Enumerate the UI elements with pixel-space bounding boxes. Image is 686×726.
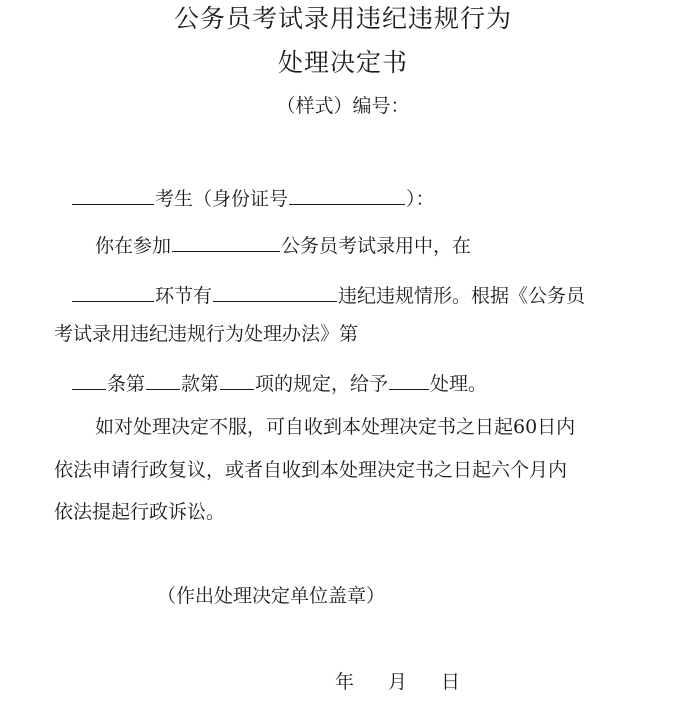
stage-blank: [72, 283, 154, 302]
id-number-blank: [289, 186, 405, 205]
paragraph1-line-2: [71, 283, 585, 306]
seal-note: （作出处理决定单位盖章）: [157, 585, 386, 607]
paragraph1-line-3: 考试录用违纪违规行为处理办法》第: [54, 323, 359, 345]
article-blank: [72, 371, 106, 390]
penalty-blank: [389, 371, 429, 390]
p1-text-2a: 环节有: [155, 285, 213, 307]
date-month-label: 月: [388, 671, 408, 693]
paragraph1-line-4: [71, 371, 487, 394]
p1-text-4a: 条第: [107, 373, 146, 395]
p1-text-4b: 款第: [181, 373, 220, 395]
item-blank: [220, 371, 254, 390]
document-title-line-1: 公务员考试录用违纪违规行为: [173, 4, 512, 33]
clause-blank: [146, 371, 180, 390]
salutation-text-1: 考生（身份证号: [155, 188, 289, 210]
p1-text-4d: 处理。: [430, 373, 488, 395]
date-day-label: 日: [441, 671, 461, 693]
p1-text-2b: 违纪违规情形。根据《公务员: [338, 285, 586, 307]
date-year-label: 年: [335, 671, 355, 693]
examinee-name-blank: [72, 186, 154, 205]
p1-text-1b: 公务员考试录用中，在: [281, 235, 472, 257]
salutation-line: [71, 186, 435, 209]
salutation-text-2: ）：: [406, 188, 435, 210]
document-number-label: （样式）编号：: [276, 95, 410, 117]
paragraph2-line-1: 如对处理决定不服，可自收到本处理决定书之日起60日内: [95, 416, 576, 438]
violation-blank: [213, 283, 337, 302]
document-title-line-2: 处理决定书: [277, 48, 408, 77]
paragraph2-line-2: 依法申请行政复议，或者自收到本处理决定书之日起六个月内: [54, 459, 568, 481]
p1-text-4c: 项的规定，给予: [255, 373, 389, 395]
exam-name-blank: [172, 233, 280, 252]
paragraph1-line-1: [95, 233, 471, 256]
paragraph2-line-3: 依法提起行政诉讼。: [54, 501, 226, 523]
p1-text-1a: 你在参加: [95, 235, 172, 257]
